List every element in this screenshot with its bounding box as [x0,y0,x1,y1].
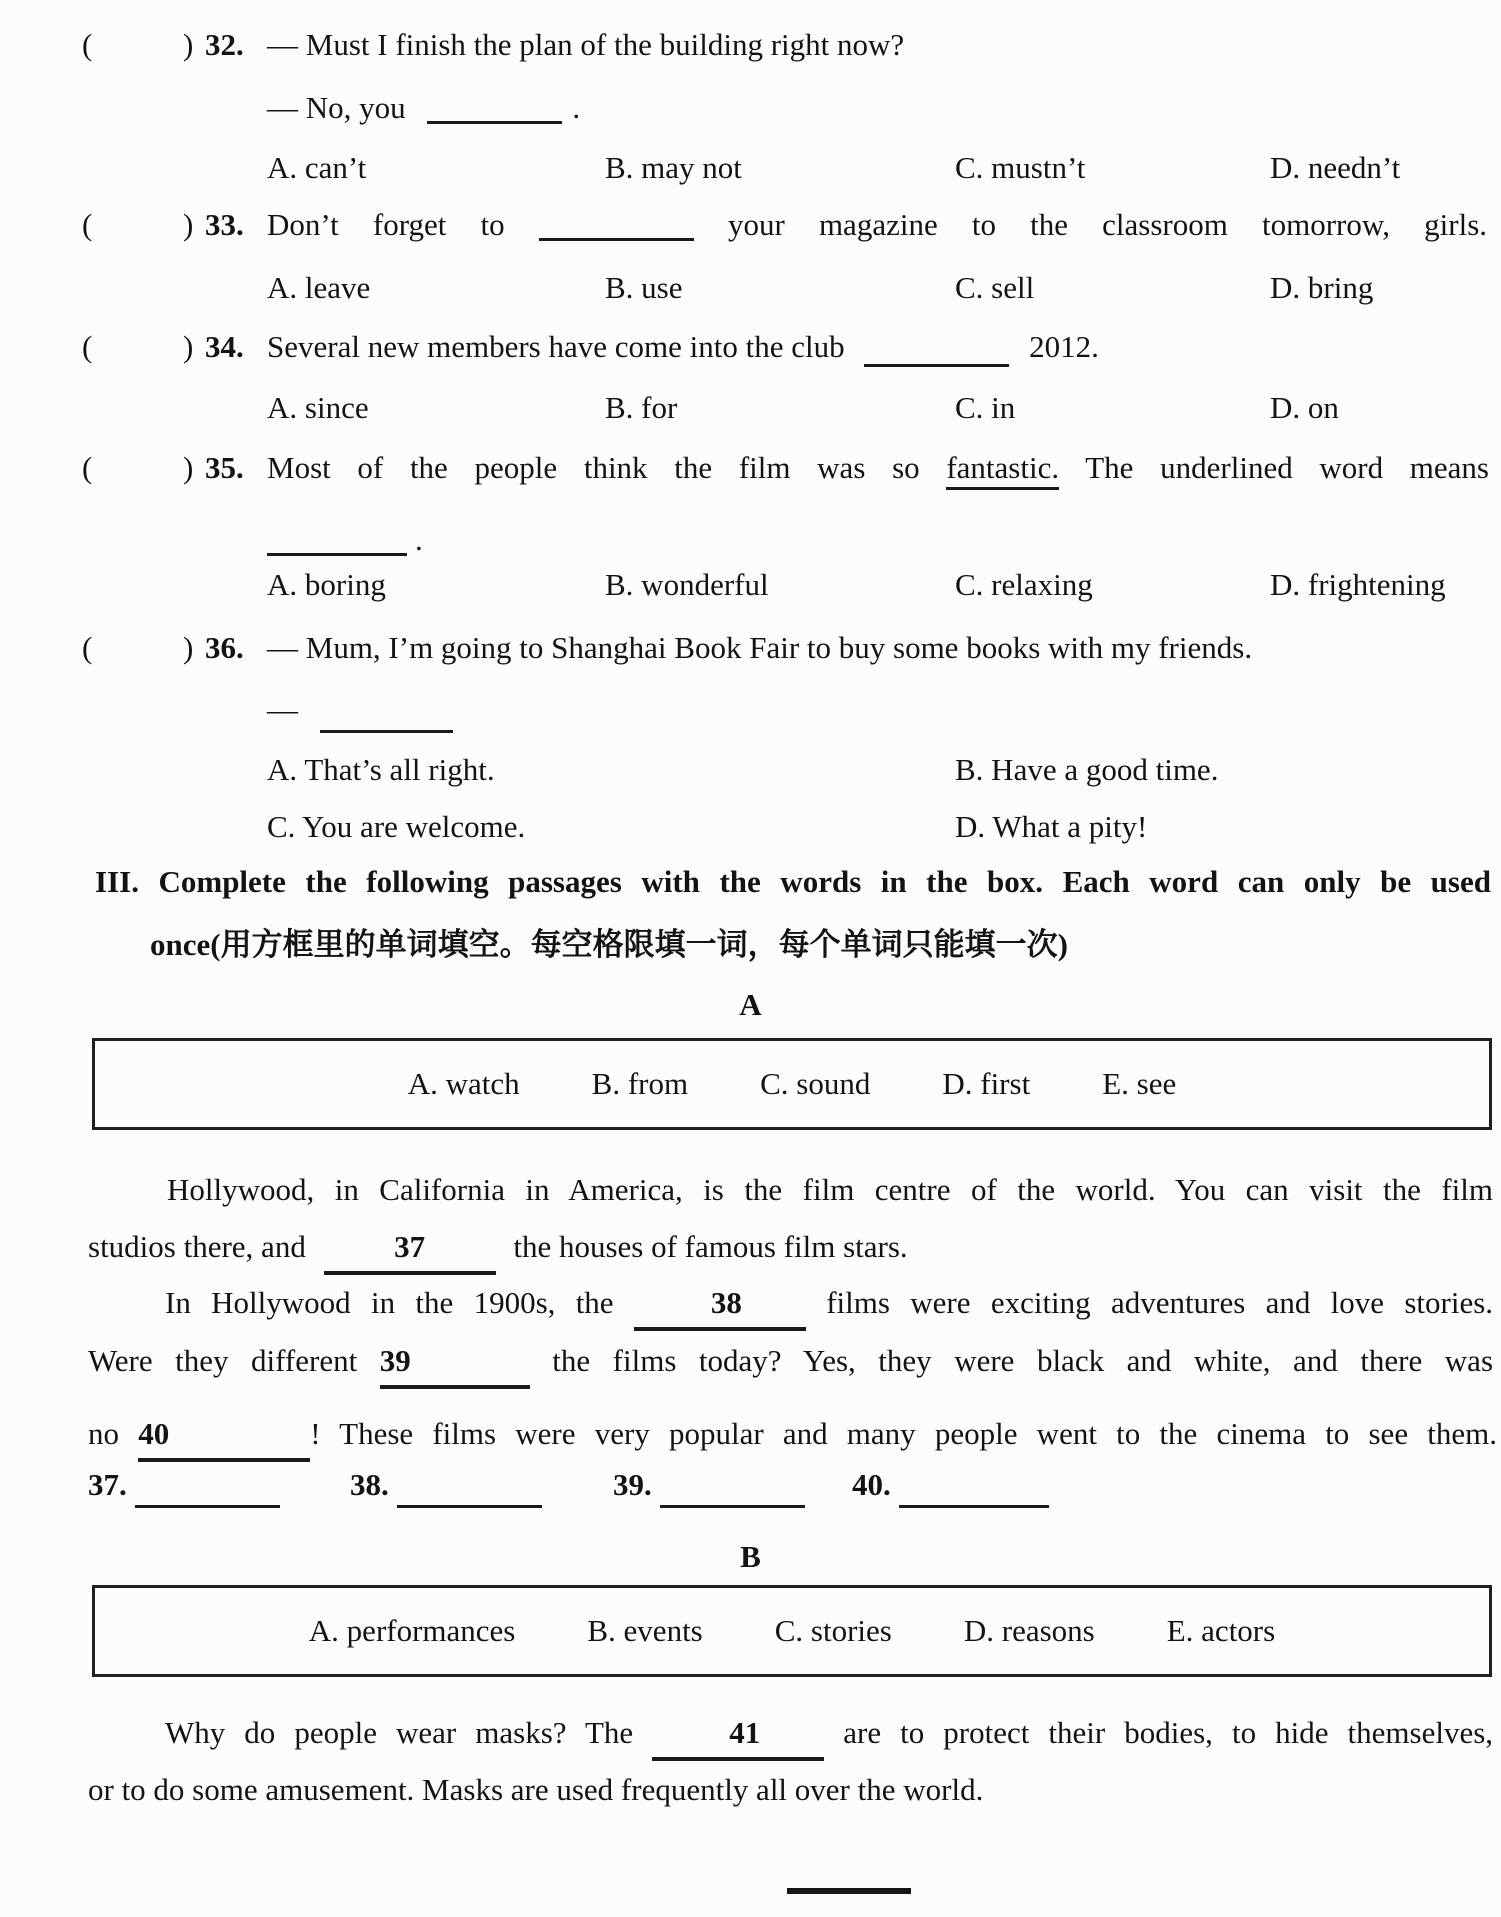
box-b-word-performances: A. performances [308,1613,516,1648]
q34-options-row [267,388,1339,428]
q34-text-post: 2012. [1029,329,1099,364]
box-a-word-from: B. from [591,1066,689,1101]
q36-paren-open: ( [82,630,93,665]
section3-heading-line1: III. Complete the following passages with the words in the box. Each word can only be used [95,864,1491,899]
q33-text-pre: Don’t forget to [267,207,505,242]
q32-line1: — Must I finish the plan of the building right now? [267,27,905,62]
passage-a-line1: Hollywood, in California in America, is the film centre of the world. You can visit the film [167,1172,1493,1207]
box-b-word-reasons: D. reasons [963,1613,1095,1648]
word-box-a [92,1038,1492,1130]
box-b-word-actors: E. actors [1166,1613,1276,1648]
q35-underlined-word: fantastic. [946,450,1059,490]
q34-option-a: A. since [267,390,369,425]
q32-line2-text: — No, you [267,90,406,125]
q34-line1 [267,327,1099,367]
q35-line2-period: . [415,522,423,557]
q36-options-row-2 [267,807,1147,847]
q36-options-row-1 [267,750,1218,790]
q36-option-a: A. That’s all right. [267,752,495,787]
q34-number: 34. [205,329,244,364]
q34-text-pre: Several new members have come into the club [267,329,845,364]
q35-option-b: B. wonderful [605,567,769,602]
q35-number: 35. [205,450,244,485]
q32-option-b: B. may not [605,150,742,185]
q32-paren-open: ( [82,27,93,62]
box-a-word-see: E. see [1102,1066,1177,1101]
passage-a-line5 [88,1414,1497,1462]
q32-option-a: A. can’t [267,150,367,185]
blank-37: 37 [324,1227,496,1275]
answer-label-40: 40. [852,1467,891,1502]
q33-option-d: D. bring [1270,270,1374,305]
blank-39: 39 [380,1341,530,1389]
part-b-label: B [740,1539,761,1574]
q34-blank [864,364,1009,367]
passage-b-line1-pre: Why do people wear masks? The [165,1715,634,1750]
passage-a-line5-post: ! These films were very popular and many people went to the cinema to see them. [310,1416,1497,1451]
q32-line2-period: . [572,90,581,125]
q33-options-row [267,268,1373,308]
q36-option-c: C. You are welcome. [267,809,526,844]
passage-a-line4 [88,1341,1493,1389]
q32-options-row [267,148,1400,188]
q35-paren-close: ) [183,450,194,485]
blank-38: 38 [634,1283,806,1331]
passage-a-line4-post: the films today? Yes, they were black and white, and there was [552,1343,1494,1378]
q33-number: 33. [205,207,244,242]
q36-option-b: B. Have a good time. [955,752,1219,787]
q33-blank [539,238,694,241]
q35-answer-blank [267,553,407,556]
passage-a-line2 [88,1227,908,1275]
q36-line1: — Mum, I’m going to Shanghai Book Fair to buy some books with my friends. [267,630,1253,665]
q33-line1 [267,205,1487,245]
answer-blank-40 [899,1505,1049,1508]
q33-paren-open: ( [82,207,93,242]
passage-a-line5-pre: no [88,1416,119,1451]
answer-label-37: 37. [88,1467,127,1502]
q33-option-a: A. leave [267,270,371,305]
passage-b-line1-post: are to protect their bodies, to hide themselves, [843,1715,1494,1750]
answer-item-39 [613,1465,852,1505]
q32-number: 32. [205,27,244,62]
q33-option-c: C. sell [955,270,1035,305]
q32-answer-blank [427,121,562,124]
answer-row [88,1465,1049,1505]
q35-options-row [267,565,1446,605]
answer-item-38 [350,1465,613,1505]
q36-answer-blank [320,730,453,733]
answer-label-38: 38. [350,1467,389,1502]
box-b-word-events: B. events [587,1613,703,1648]
q32-option-d: D. needn’t [1270,150,1401,185]
q32-option-c: C. mustn’t [955,150,1086,185]
q35-line1 [267,448,1489,488]
q36-paren-close: ) [183,630,194,665]
passage-a-line3-post: films were exciting adventures and love stories. [826,1285,1494,1320]
answer-item-40 [852,1465,1049,1505]
q36-reply-dash: — [267,692,298,727]
answer-label-39: 39. [613,1467,652,1502]
q36-option-d: D. What a pity! [955,809,1148,844]
q32-line2 [267,88,580,128]
passage-a-line2-post: the houses of famous film stars. [513,1229,908,1264]
q34-option-c: C. in [955,390,1016,425]
q33-option-b: B. use [605,270,683,305]
passage-a-line3 [88,1283,1493,1331]
answer-item-37 [88,1465,350,1505]
page-bottom-rule [787,1888,911,1894]
passage-b-line1 [88,1713,1493,1761]
q36-line2 [267,690,453,730]
q35-text-pre: Most of the people think the film was so [267,450,920,485]
q34-paren-open: ( [82,329,93,364]
part-a-label: A [739,987,762,1022]
q32-paren-close: ) [183,27,194,62]
q35-paren-open: ( [82,450,93,485]
q35-line2 [267,520,423,560]
q33-text-post: your magazine to the classroom tomorrow, girls. [727,207,1488,242]
box-a-word-watch: A. watch [407,1066,520,1101]
passage-a-line2-pre: studios there, and [88,1229,306,1264]
blank-41: 41 [652,1713,824,1761]
passage-a-line3-pre: In Hollywood in the 1900s, the [165,1285,614,1320]
answer-blank-39 [660,1505,805,1508]
box-b-word-stories: C. stories [774,1613,892,1648]
q34-option-b: B. for [605,390,678,425]
word-box-b [92,1585,1492,1677]
q35-option-c: C. relaxing [955,567,1093,602]
answer-blank-37 [135,1505,280,1508]
q35-option-d: D. frightening [1270,567,1446,602]
q35-text-post: The underlined word means [1085,450,1489,485]
passage-a-line4-pre: Were they different [88,1343,358,1378]
q36-number: 36. [205,630,244,665]
passage-b-line2: or to do some amusement. Masks are used frequently all over the world. [88,1772,984,1807]
box-a-word-sound: C. sound [760,1066,871,1101]
box-a-word-first: D. first [942,1066,1031,1101]
blank-40: 40 [138,1414,310,1462]
q34-paren-close: ) [183,329,194,364]
q33-paren-close: ) [183,207,194,242]
answer-blank-38 [397,1505,542,1508]
q35-option-a: A. boring [267,567,386,602]
section3-heading-line2: once(用方框里的单词填空。每空格限填一词，每个单词只能填一次) [150,927,1068,962]
q34-option-d: D. on [1270,390,1339,425]
